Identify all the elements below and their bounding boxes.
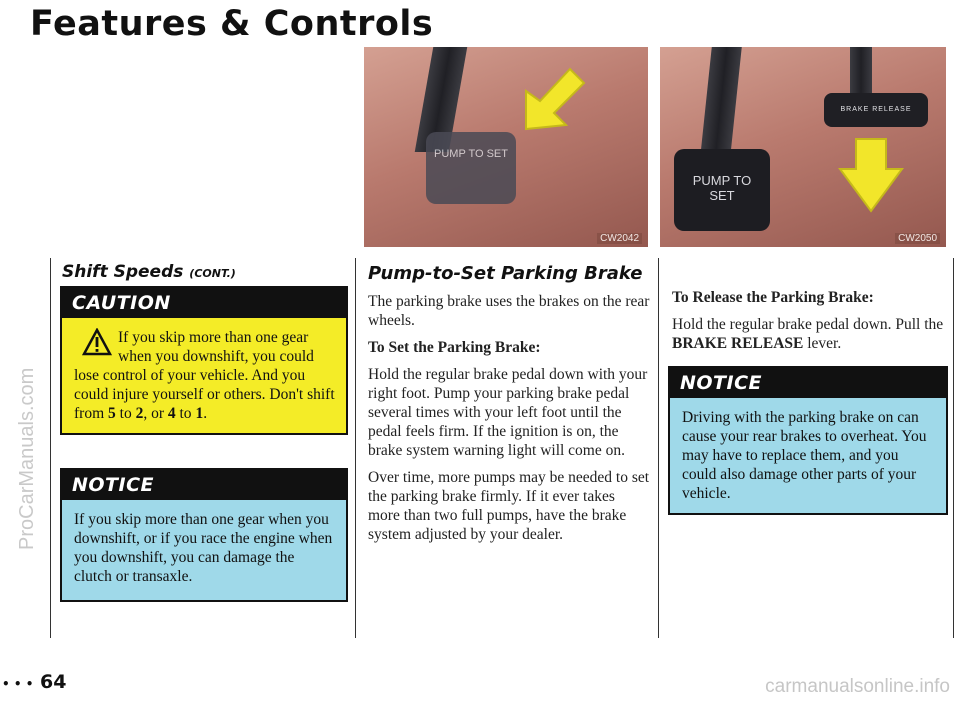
gear-5: 5 [108,405,116,422]
pedal-label: PUMP TO SET [692,173,752,203]
column-rule-middle [355,258,356,638]
notice-title: NOTICE [72,474,155,496]
yellow-arrow-icon [514,57,594,147]
page-dots: • • • [2,677,34,691]
notice-title: NOTICE [680,372,763,394]
right-text [672,288,950,361]
middle-text [368,292,650,552]
notice-body: Driving with the parking brake on can cause your rear brakes to overheat. You may have to replace them, and you could also damage other parts of your vehicle. [670,398,946,513]
pump-to-set-heading: Pump-to-Set Parking Brake [368,263,643,284]
handle-label: BRAKE RELEASE [840,106,912,113]
caution-text-to-2: to [175,405,196,422]
pedal-arm [700,47,742,157]
caution-text: If you skip more than one gear when you downshift, you could lose control of your vehicle. And you could injure yourself or others. Don't shift from [74,329,335,422]
page-number [2,671,66,693]
set-heading: To Set the Parking Brake: [368,339,541,356]
release-heading: To Release the Parking Brake: [672,289,874,306]
caution-text-end: . [203,405,208,422]
gear-1: 1 [195,405,204,422]
release-text-before: Hold the regular brake pedal down. Pull the [672,316,944,333]
column-rule-right [658,258,659,638]
shift-speeds-heading [62,262,236,282]
parking-brake-pedal [674,149,770,231]
watermark-side: ProCarManuals.com [16,367,38,550]
gear-2: 2 [135,405,144,422]
notice-box-left [60,468,348,602]
column-rule-far-right [953,258,954,638]
photo-code: CW2042 [597,233,642,244]
pedal-label: PUMP TO SET [434,148,508,160]
release-text-after: lever. [803,335,842,352]
pumps-paragraph: Over time, more pumps may be needed to set the parking brake firmly. If it ever takes more than two full pumps, have the brake system adjusted by your dealer. [368,469,650,543]
heading-suffix: (CONT.) [189,267,236,280]
column-rule-left [50,258,51,638]
notice-body: If you skip more than one gear when you downshift, or if you race the engine when you downshift, you can damage the clutch or transaxle. [62,500,346,600]
warning-triangle-icon [82,328,112,356]
caution-text-to: to [115,405,136,422]
page-title: Features & Controls [30,4,434,44]
gear-4: 4 [167,405,176,422]
heading-text: Shift Speeds [62,262,184,282]
photo-brake-release [660,47,946,247]
notice-box-right [668,366,948,515]
caution-text-or: , or [143,405,168,422]
photo-pedal-pump [364,47,648,247]
yellow-down-arrow-icon [836,135,906,215]
caution-title: CAUTION [72,292,171,314]
photo-code: CW2050 [895,233,940,244]
watermark-bottom: carmanualsonline.info [765,676,950,697]
release-lever-shaft [850,47,872,97]
release-paragraph [672,315,950,353]
caution-body [62,318,346,433]
release-bold: BRAKE RELEASE [672,335,804,352]
caution-box [60,286,348,435]
set-paragraph: Hold the regular brake pedal down with your right foot. Pump your parking brake pedal several times with your left foot until the pedal feels firm. If the ignition is on, the brake system warning light will come on. [368,366,648,459]
page-number-value: 64 [40,671,67,693]
intro-paragraph: The parking brake uses the brakes on the rear wheels. [368,293,650,329]
parking-brake-pedal [426,132,516,204]
release-lever-handle [824,93,928,127]
